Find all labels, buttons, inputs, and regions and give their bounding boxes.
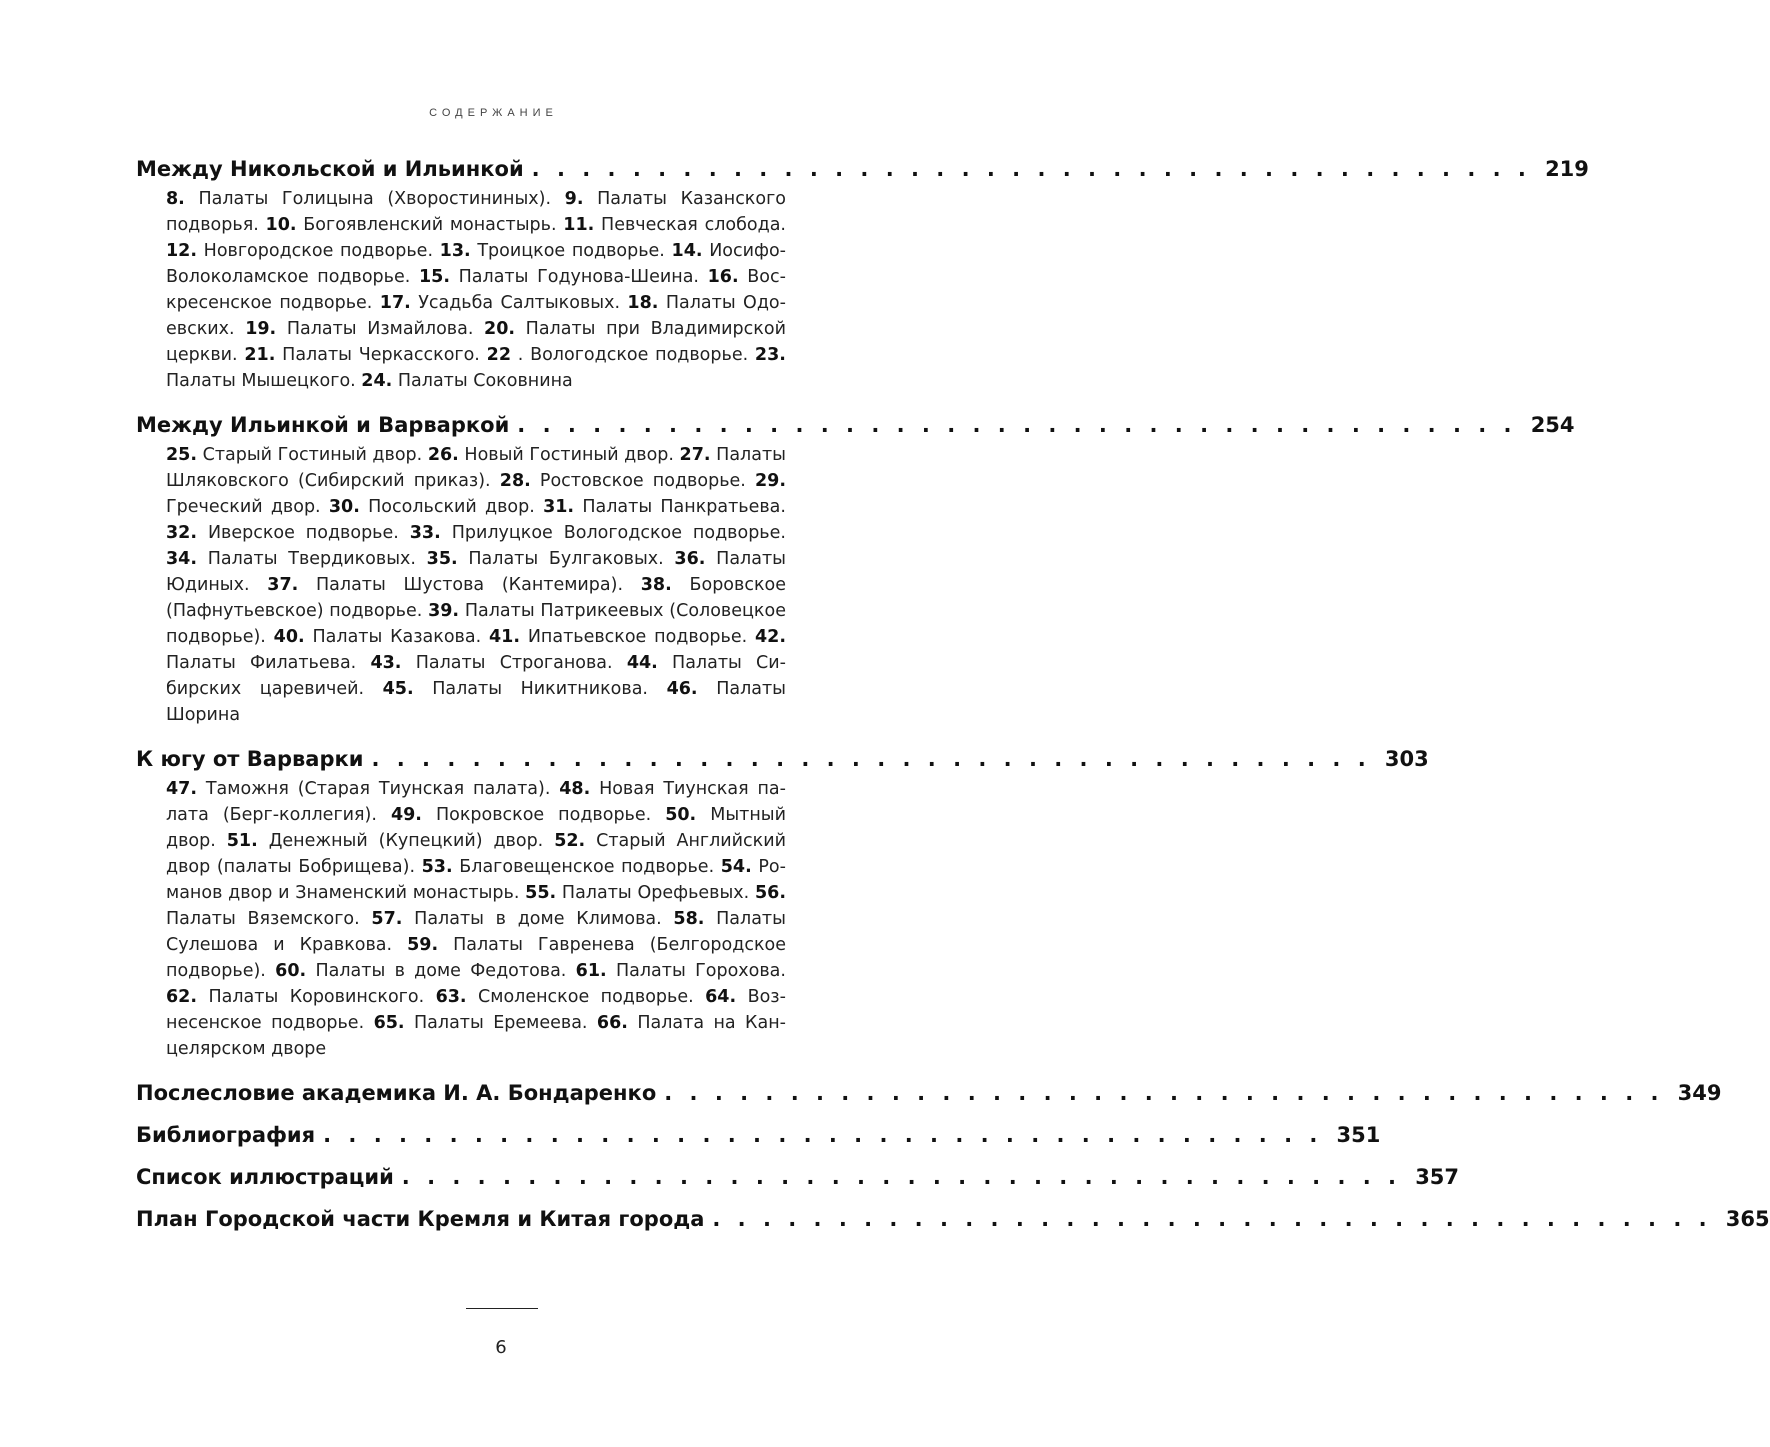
item-number: 43. [370, 653, 402, 673]
item-title: Палаты Вяземского. [166, 909, 360, 929]
item-number: 50. [665, 805, 697, 825]
item-number: 17. [379, 293, 411, 313]
item-title: Палаты Годунова-Шеина. [458, 267, 699, 287]
item-title: Палаты Коровинского. [208, 987, 425, 1007]
toc-heading-title: План Городской части Кремля и Китая города [136, 1207, 705, 1231]
toc-heading-title: К югу от Варварки [136, 747, 364, 771]
item-number: 59. [407, 935, 439, 955]
item-number: 45. [382, 679, 414, 699]
item-title: Иосифо-Волоколамское подворье. [166, 241, 786, 287]
toc-subentries [166, 776, 786, 1062]
item-title: Палаты Юдиных. [166, 549, 786, 595]
item-title: Палаты в доме Федотова. [315, 961, 567, 981]
item-number: 48. [559, 779, 591, 799]
item-title: Палаты Казанского подворья. [166, 189, 786, 235]
item-number: 30. [328, 497, 360, 517]
item-number: 47. [166, 779, 198, 799]
item-title: Греческий двор. [166, 497, 321, 517]
item-title: Новый Гостиный двор. [464, 445, 674, 465]
item-title: Палата на Канцелярском дворе [166, 1013, 786, 1059]
toc-heading [136, 408, 1575, 442]
item-title: Ростовское подворье. [539, 471, 746, 491]
toc-page-number: 219 [1545, 157, 1589, 181]
item-title: Старый Гостиный двор. [202, 445, 423, 465]
toc-page-number: 254 [1530, 413, 1575, 437]
item-number: 39. [428, 601, 460, 621]
toc-leader-dots: . . . . . . . . . . . . . . . . . . . . . . . . . . . . . . . . . . . . . . . . [323, 1123, 1323, 1147]
item-number: 54. [720, 857, 752, 877]
item-title: Денежный (Купецкий) двор. [268, 831, 544, 851]
toc-leader-dots: . . . . . . . . . . . . . . . . . . . . . . . . . . . . . . . . . . . . . . . . [517, 413, 1517, 437]
item-number: 53. [421, 857, 453, 877]
item-number: 42. [754, 627, 786, 647]
item-title: Романов двор и Знаменский монастырь. [166, 857, 786, 903]
toc-entry [136, 408, 1575, 728]
item-number: 57. [371, 909, 403, 929]
toc-entry [136, 152, 1589, 394]
toc-heading [136, 152, 1589, 186]
item-title: Покровское подворье. [435, 805, 652, 825]
item-title: Певческая слобода. [601, 215, 786, 235]
page-number: 6 [495, 1337, 507, 1358]
item-number: 63. [435, 987, 467, 1007]
item-number: 14. [671, 241, 703, 261]
item-title: Мытный двор. [166, 805, 786, 851]
item-number: 9. [564, 189, 584, 209]
item-number: 61. [575, 961, 607, 981]
item-title: Палаты при Владимирской церкви. [166, 319, 786, 365]
item-number: 33. [409, 523, 441, 543]
item-number: 28. [499, 471, 531, 491]
toc-page-number: 351 [1336, 1123, 1381, 1147]
item-number: 20. [484, 319, 516, 339]
item-title: Палаты Сибирских царевичей. [166, 653, 786, 699]
item-number: 8. [166, 189, 185, 209]
item-number: 36. [674, 549, 706, 569]
item-number: 25. [166, 445, 198, 465]
item-number: 15. [418, 267, 450, 287]
item-number: 10. [265, 215, 297, 235]
item-title: Смоленское подворье. [478, 987, 694, 1007]
item-number: 40. [273, 627, 305, 647]
toc-heading-title: Послесловие академика И. А. Бондаренко [136, 1081, 657, 1105]
item-title: Палаты Шустова (Кантемира). [316, 575, 624, 595]
item-title: Троицкое подворье. [477, 241, 665, 261]
item-number: 64. [705, 987, 737, 1007]
item-number: 16. [707, 267, 739, 287]
item-number: 55. [525, 883, 557, 903]
toc-heading [136, 742, 1429, 776]
toc-heading-title: Список иллюстраций [136, 1165, 394, 1189]
item-title: Прилуцкое Вологодское подворье. [451, 523, 786, 543]
item-title: Палаты Никитникова. [432, 679, 648, 699]
item-number: 27. [679, 445, 711, 465]
toc-entry [136, 1160, 1460, 1194]
toc-leader-dots: . . . . . . . . . . . . . . . . . . . . . . . . . . . . . . . . . . . . . . . . [401, 1165, 1402, 1189]
table-of-contents [136, 152, 1770, 1244]
item-title: Палаты Твердиковых. [207, 549, 416, 569]
item-number: 31. [543, 497, 575, 517]
item-number: 34. [166, 549, 198, 569]
item-title: Палаты Филатьева. [166, 653, 357, 673]
item-title: Богоявленский монастырь. [303, 215, 557, 235]
item-title: Палаты Булгаковых. [468, 549, 664, 569]
item-number: 23. [754, 345, 786, 365]
item-title: Палаты Гавренева (Белгородское подворье). [166, 935, 786, 981]
toc-heading-title: Библиография [136, 1123, 316, 1147]
item-number: 26. [427, 445, 459, 465]
toc-heading [136, 1118, 1381, 1152]
running-head: СОДЕРЖАНИЕ [429, 107, 558, 119]
toc-heading [136, 1160, 1460, 1194]
toc-leader-dots: . . . . . . . . . . . . . . . . . . . . . . . . . . . . . . . . . . . . . . . . [712, 1207, 1712, 1231]
toc-leader-dots: . . . . . . . . . . . . . . . . . . . . . . . . . . . . . . . . . . . . . . . . [531, 157, 1531, 181]
item-number: 65. [373, 1013, 405, 1033]
toc-heading-title: Между Никольской и Ильинкой [136, 157, 524, 181]
toc-entry [136, 1118, 1381, 1152]
item-number: 56. [754, 883, 786, 903]
toc-page-number: 365 [1725, 1207, 1770, 1231]
item-title: Палаты Строганова. [415, 653, 613, 673]
item-number: 38. [640, 575, 672, 595]
item-title: Палаты Соковнина [397, 371, 573, 391]
item-title: Палаты Орефьевых. [561, 883, 750, 903]
toc-page-number: 349 [1677, 1081, 1722, 1105]
item-title: Усадьба Салтыковых. [418, 293, 621, 313]
item-number: 21. [244, 345, 276, 365]
item-title: Палаты Горохова. [615, 961, 786, 981]
item-number: 66. [596, 1013, 628, 1033]
item-title: Палаты Сулешова и Кравкова. [166, 909, 786, 955]
toc-entry [136, 1076, 1722, 1110]
item-title: Таможня (Старая Тиунская палата). [205, 779, 551, 799]
item-title: Палаты Мышецкого. [166, 371, 356, 391]
toc-page-number: 303 [1384, 747, 1429, 771]
item-title: Палаты Еремеева. [414, 1013, 588, 1033]
item-number: 62. [166, 987, 198, 1007]
item-title: Палаты Черкасского. [282, 345, 480, 365]
item-title: Иверское подворье. [207, 523, 399, 543]
item-number: 44. [626, 653, 658, 673]
item-number: 29. [754, 471, 786, 491]
toc-subentries [166, 186, 786, 394]
item-number: 41. [488, 627, 520, 647]
item-number: 22 [486, 345, 511, 365]
item-title: Старый Английский двор (палаты Бобрищева). [166, 831, 786, 877]
toc-subentries [166, 442, 786, 728]
item-number: 51. [226, 831, 258, 851]
item-number: 58. [673, 909, 705, 929]
item-title: . Вологодское подворье. [517, 345, 749, 365]
toc-entry [136, 742, 1429, 1062]
item-title: Новая Тиунская палата (Берг-коллегия). [166, 779, 786, 825]
item-number: 35. [426, 549, 458, 569]
item-title: Посольский двор. [368, 497, 535, 517]
item-title: Боровское (Пафнутьевское) подворье. [166, 575, 786, 621]
item-number: 46. [666, 679, 698, 699]
item-number: 24. [361, 371, 393, 391]
item-title: Воскресенское подворье. [166, 267, 786, 313]
toc-heading [136, 1202, 1770, 1236]
item-title: Палаты Шляковского (Сибирский приказ). [166, 445, 786, 491]
item-title: Палаты Измайлова. [286, 319, 474, 339]
item-title: Вознесенское подворье. [166, 987, 786, 1033]
item-title: Палаты Казакова. [312, 627, 482, 647]
toc-entry [136, 1202, 1770, 1236]
item-title: Новгородское подворье. [203, 241, 434, 261]
item-number: 12. [166, 241, 198, 261]
item-title: Ипатьевское подворье. [527, 627, 748, 647]
item-number: 18. [627, 293, 659, 313]
toc-leader-dots: . . . . . . . . . . . . . . . . . . . . . . . . . . . . . . . . . . . . . . . . [371, 747, 1371, 771]
item-number: 60. [275, 961, 307, 981]
toc-page-number: 357 [1415, 1165, 1460, 1189]
item-title: Палаты Панкратьева. [582, 497, 786, 517]
toc-leader-dots: . . . . . . . . . . . . . . . . . . . . . . . . . . . . . . . . . . . . . . . . [664, 1081, 1664, 1105]
item-title: Палаты Одоевских. [166, 293, 786, 339]
item-number: 11. [563, 215, 595, 235]
item-title: Палаты Голицына (Хворостининых). [198, 189, 552, 209]
toc-heading [136, 1076, 1722, 1110]
item-number: 13. [439, 241, 471, 261]
item-number: 32. [166, 523, 198, 543]
toc-heading-title: Между Ильинкой и Варваркой [136, 413, 510, 437]
item-title: Благовещенское подворье. [459, 857, 715, 877]
footer-rule [466, 1308, 538, 1309]
item-number: 49. [390, 805, 422, 825]
item-number: 37. [267, 575, 299, 595]
item-title: Палаты в доме Климова. [414, 909, 662, 929]
item-title: Палаты Шорина [166, 679, 786, 725]
item-title: Палаты Патрикеевых (Соловецкое подворье). [166, 601, 786, 647]
item-number: 52. [554, 831, 586, 851]
item-number: 19. [245, 319, 277, 339]
